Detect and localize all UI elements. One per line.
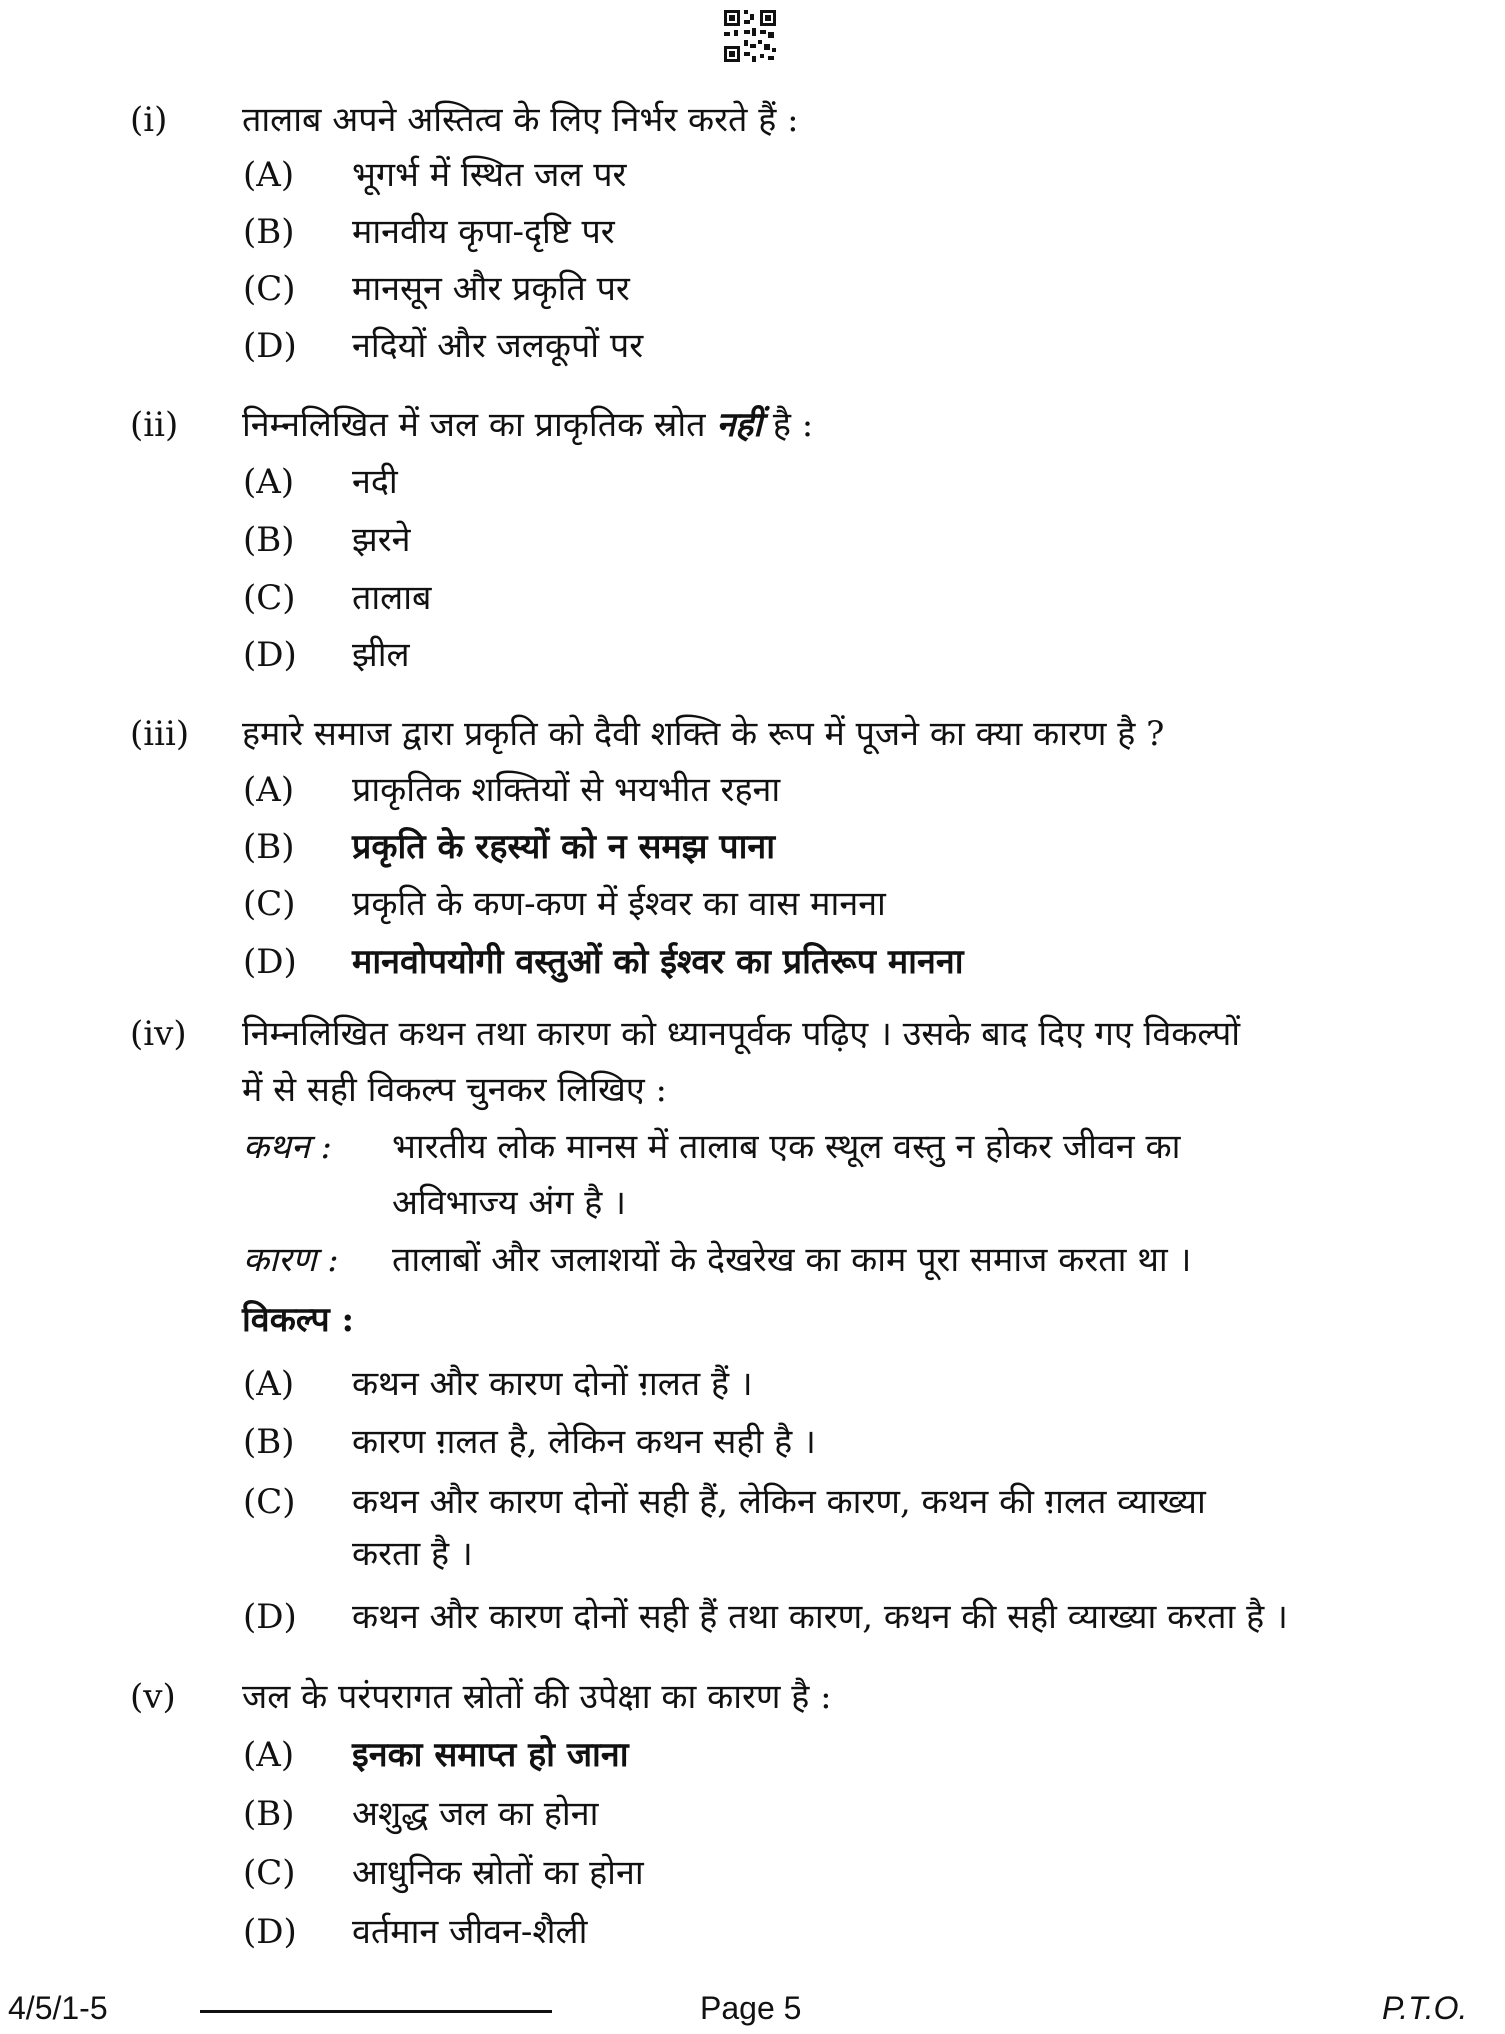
option-letter: (B) <box>243 212 295 252</box>
option-text: नदियों और जलकूपों पर <box>352 326 644 366</box>
stem-emphasis: नहीं <box>716 405 763 445</box>
option-text: करता है । <box>352 1534 473 1574</box>
option-letter: (C) <box>243 578 296 618</box>
option-text: भूगर्भ में स्थित जल पर <box>352 155 627 195</box>
option-text: मानसून और प्रकृति पर <box>352 269 630 309</box>
option-letter: (D) <box>243 635 297 675</box>
option-text: प्रकृति के रहस्यों को न समझ पाना <box>352 827 776 867</box>
question-stem: तालाब अपने अस्तित्व के लिए निर्भर करते हैं : <box>242 100 799 140</box>
assertion-text: अविभाज्य अंग है । <box>392 1183 627 1223</box>
option-text: प्राकृतिक शक्तियों से भयभीत रहना <box>352 770 781 810</box>
option-letter: (D) <box>243 326 297 366</box>
option-letter: (D) <box>243 942 297 982</box>
qr-code-icon <box>722 8 778 64</box>
option-letter: (A) <box>243 770 295 810</box>
assertion-label: कथन : <box>243 1127 332 1167</box>
reason-label: कारण : <box>243 1240 339 1280</box>
question-number: (iii) <box>130 714 190 754</box>
option-text: कारण ग़लत है, लेकिन कथन सही है । <box>352 1422 816 1462</box>
option-text: कथन और कारण दोनों सही हैं, लेकिन कारण, कथन की ग़लत व्याख्या <box>352 1482 1206 1522</box>
question-stem: हमारे समाज द्वारा प्रकृति को दैवी शक्ति के रूप में पूजने का क्या कारण है ? <box>242 714 1165 754</box>
reason-text: तालाबों और जलाशयों के देखरेख का काम पूरा समाज करता था । <box>392 1240 1192 1280</box>
question-stem: जल के परंपरागत स्रोतों की उपेक्षा का कारण है : <box>242 1677 832 1717</box>
option-letter: (C) <box>243 1482 296 1522</box>
question-number: (iv) <box>130 1014 187 1054</box>
assertion-text: भारतीय लोक मानस में तालाब एक स्थूल वस्तु न होकर जीवन का <box>392 1127 1181 1167</box>
question-stem: निम्नलिखित कथन तथा कारण को ध्यानपूर्वक पढ़िए । उसके बाद दिए गए विकल्पों <box>242 1014 1241 1054</box>
option-letter: (A) <box>243 1364 295 1404</box>
option-letter: (B) <box>243 520 295 560</box>
option-letter: (B) <box>243 1422 295 1462</box>
option-text: मानवीय कृपा-दृष्टि पर <box>352 212 615 252</box>
option-letter: (A) <box>243 155 295 195</box>
question-number: (ii) <box>130 405 179 445</box>
option-text: कथन और कारण दोनों ग़लत हैं । <box>352 1364 753 1404</box>
option-letter: (C) <box>243 1853 296 1893</box>
option-letter: (C) <box>243 884 296 924</box>
option-text: अशुद्ध जल का होना <box>352 1794 599 1834</box>
option-letter: (A) <box>243 1735 295 1775</box>
option-text: इनका समाप्त हो जाना <box>352 1735 629 1775</box>
option-letter: (D) <box>243 1597 297 1637</box>
paper-code: 4/5/1-5 <box>8 1990 108 2026</box>
option-text: कथन और कारण दोनों सही हैं तथा कारण, कथन की सही व्याख्या करता है । <box>352 1597 1288 1637</box>
stem-text: है : <box>772 405 814 445</box>
question-number: (v) <box>130 1677 176 1717</box>
footer-rule <box>200 2010 552 2013</box>
page-number: Page 5 <box>700 1990 802 2026</box>
option-text: वर्तमान जीवन-शैली <box>352 1912 588 1952</box>
option-letter: (C) <box>243 269 296 309</box>
option-text: मानवोपयोगी वस्तुओं को ईश्वर का प्रतिरूप मानना <box>352 942 964 982</box>
question-stem: में से सही विकल्प चुनकर लिखिए : <box>242 1070 667 1110</box>
option-text: आधुनिक स्रोतों का होना <box>352 1853 644 1893</box>
options-heading: विकल्प : <box>242 1300 355 1340</box>
option-text: नदी <box>352 462 398 502</box>
pto-label: P.T.O. <box>1382 1990 1468 2026</box>
option-text: तालाब <box>352 578 432 618</box>
stem-text: निम्नलिखित में जल का प्राकृतिक स्रोत <box>242 405 706 445</box>
question-number: (i) <box>130 100 168 140</box>
option-text: प्रकृति के कण-कण में ईश्वर का वास मानना <box>352 884 886 924</box>
option-letter: (A) <box>243 462 295 502</box>
option-text: झरने <box>352 520 411 560</box>
option-letter: (D) <box>243 1912 297 1952</box>
question-stem <box>242 403 813 447</box>
option-text: झील <box>352 635 410 675</box>
option-letter: (B) <box>243 827 295 867</box>
option-letter: (B) <box>243 1794 295 1834</box>
